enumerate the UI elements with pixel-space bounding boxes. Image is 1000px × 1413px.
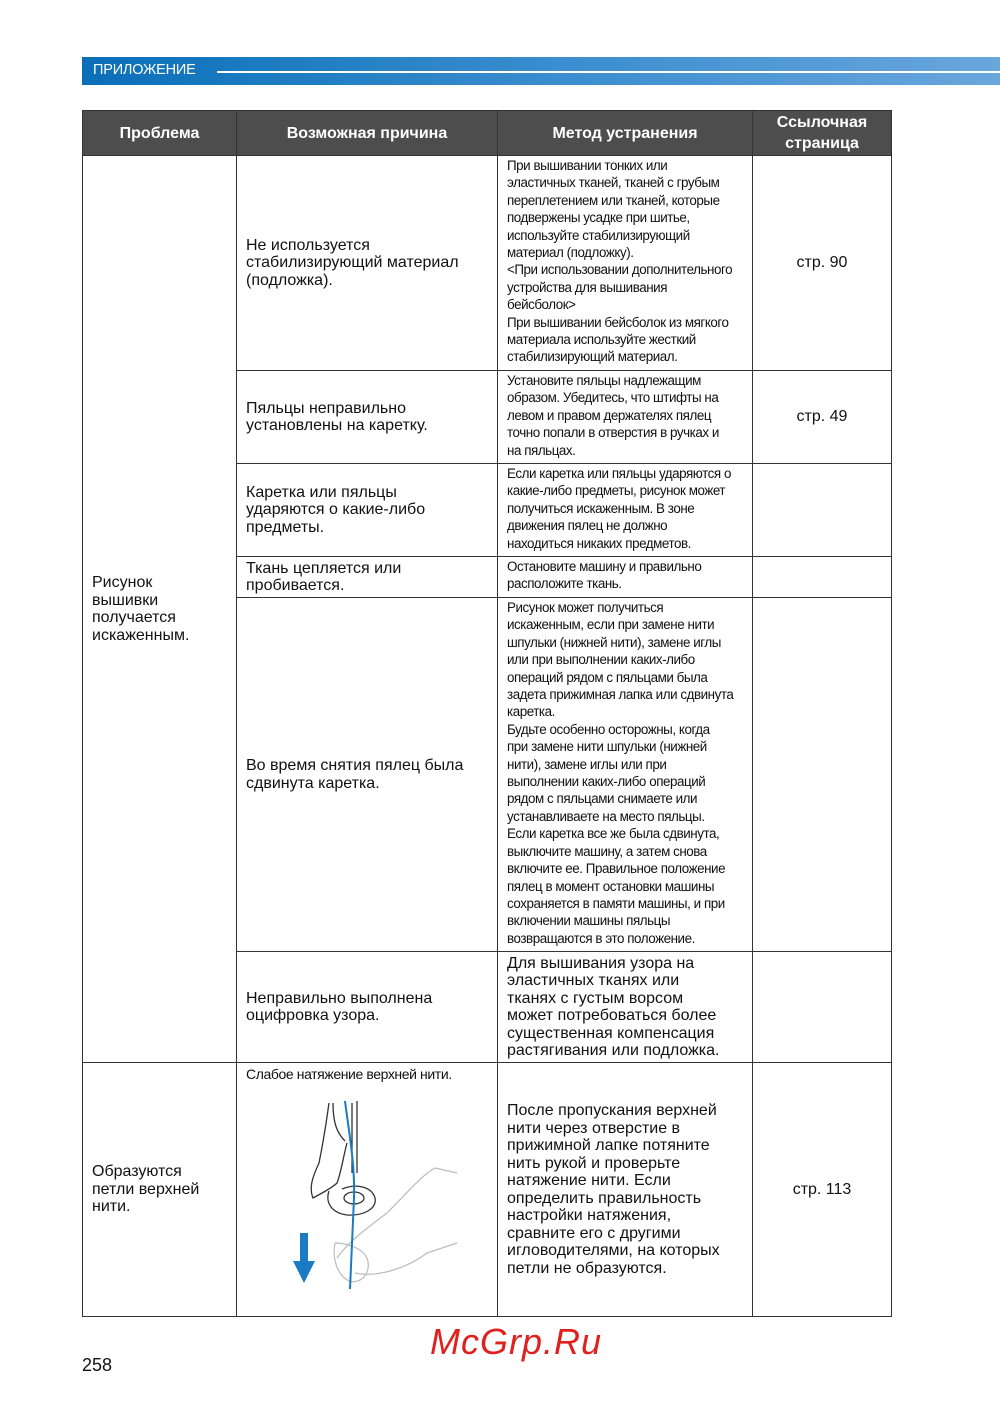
cause-cell: Неправильно выполнена оцифровка узора. [237,952,498,1063]
table-header-row [83,111,892,156]
thread-tension-illustration [237,1063,497,1317]
divider [217,71,1000,73]
illustration-cell [237,1063,498,1317]
cause-cell: Не используется стабилизирующий материал (подложка). [237,156,498,371]
method-cell: Остановите машину и правильно расположите ткань. [498,557,753,598]
method-cell: Установите пяльцы надлежащим образом. Убедитесь, что штифты на левом и правом держателях пялец точно попали в отверстия в ручках и на пяльцах. [498,371,753,464]
table-row [83,156,892,371]
col-header-cause: Возможная причина [237,111,498,156]
col-header-method: Метод устранения [498,111,753,156]
page-number: 258 [82,1355,113,1375]
cause-cell: Пяльцы неправильно установлены на каретку. [237,371,498,464]
section-header-bar [82,57,1000,85]
troubleshooting-table [82,110,892,1317]
method-cell: При вышивании тонких или эластичных тканей, тканей с грубым переплетением или тканей, которые подвержены усадке при шитье, используйте стабилизирующий материал (подложку). <При использовании дополнительного устройства для вышивания бейсболок> При вышивании бейсболок из мягкого материала используйте жесткий стабилизирующий материал. [498,156,753,371]
col-header-ref: Ссылочная страница [753,111,892,156]
illustration-caption: Слабое натяжение верхней нити. [246,1066,452,1082]
cause-cell: Во время снятия пялец была сдвинута каретка. [237,598,498,952]
ref-cell [753,557,892,598]
method-cell: Если каретка или пяльцы ударяются о какие-либо предметы, рисунок может получиться искаженным. В зоне движения пялец не должно находиться никаких предметов. [498,464,753,557]
problem-cell: Образуются петли верхней нити. [83,1063,237,1317]
ref-cell [753,598,892,952]
cause-cell: Каретка или пяльцы ударяются о какие-либо предметы. [237,464,498,557]
ref-cell: стр. 113 [753,1063,892,1317]
ref-cell: стр. 49 [753,371,892,464]
problem-cell: Рисунок вышивки получается искаженным. [83,156,237,1063]
section-title: ПРИЛОЖЕНИЕ [93,62,196,78]
ref-cell [753,952,892,1063]
table-row [83,1063,892,1317]
watermark: McGrp.Ru [430,1321,603,1362]
cause-cell: Ткань цепляется или пробивается. [237,557,498,598]
col-header-problem: Проблема [83,111,237,156]
method-cell: Для вышивания узора на эластичных тканях или тканях с густым ворсом может потребоваться более существенная компенсация растягивания или подложка. [498,952,753,1063]
ref-cell [753,464,892,557]
ref-cell: стр. 90 [753,156,892,371]
method-cell: Рисунок может получиться искаженным, если при замене нити шпульки (нижней нити), замене иглы или при выполнении каких-либо операций рядом с пяльцами была задета прижимная лапка или сдвинута каретка. Будьте особенно осторожны, когда при замене нити шпульки (нижней нити), замене иглы или при выполнении каких-либо операций рядом с пяльцами снимаете или устанавливаете на место пяльцы. Если каретка все же была сдвинута, выключите машину, а затем снова включите ее. Правильное положение пялец в момент остановки машины сохраняется в памяти машины, и при включении машины пяльцы возвращаются в это положение. [498,598,753,952]
method-cell: После пропускания верхней нити через отверстие в прижимной лапке потяните нить рукой и проверьте натяжение нити. Если определить правильность настройки натяжения, сравните его с другими игловодителями, на которых петли не образуются. [498,1063,753,1317]
